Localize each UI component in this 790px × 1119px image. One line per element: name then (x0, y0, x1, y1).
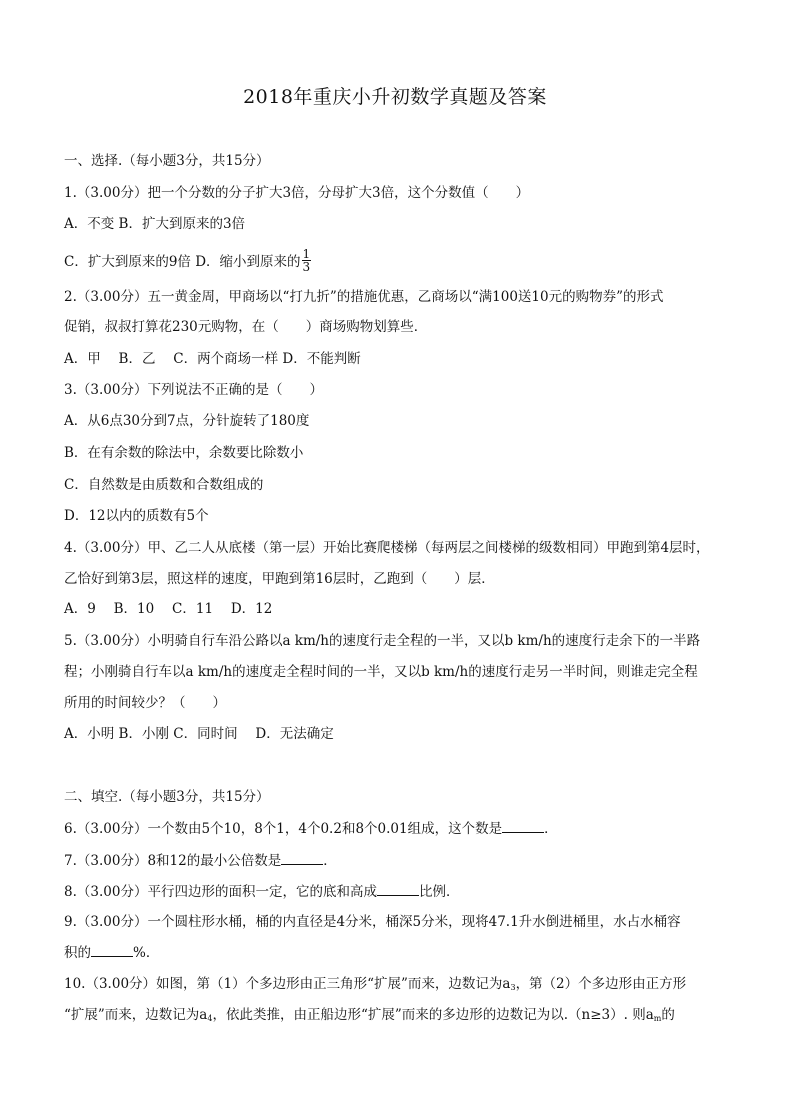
question-1-options-ab: A．不变 B．扩大到原来的3倍 (64, 216, 246, 232)
subscript: 4 (207, 1014, 213, 1023)
question-7 (64, 851, 337, 870)
question-3-option-a: A．从6点30分到7点，分针旋转了180度 (64, 413, 310, 429)
fraction-denominator: 3 (302, 260, 311, 274)
question-10-line2 (64, 1006, 675, 1028)
question-4-options: A．9 B．10 C．11 D．12 (64, 601, 273, 617)
question-6 (64, 819, 558, 838)
question-9-text: 积的 (64, 945, 91, 961)
question-10-text-b: ，第（2）个多边形由正方形 (515, 976, 687, 992)
question-6-tail: ． (544, 821, 558, 837)
question-5-stem-line2: 程；小刚骑自行车以a km/h的速度走全程时间的一半，又以b km/h的速度行走另一半时间，则谁走完全程 (64, 664, 698, 680)
question-7-tail: ． (323, 853, 337, 869)
answer-blank (91, 943, 133, 957)
question-4-stem-line2: 乙恰好到第3层，照这样的速度，甲跑到第16层时，乙跑到（ ）层． (64, 571, 495, 587)
question-8-text: 8.（3.00分）平行四边形的面积一定，它的底和高成 (64, 884, 377, 900)
question-10-text-d: ，依此类推，由正船边形“扩展”而来的多边形的边数记为以.（n≥3）. 则a (212, 1007, 654, 1023)
question-1-options-cd-text: C．扩大到原来的9倍 D．缩小到原来的 (64, 254, 301, 270)
question-3-option-c: C．自然数是由质数和合数组成的 (64, 477, 264, 493)
question-10-text-e: 的 (661, 1007, 675, 1023)
question-2-stem-line2: 促销，叔叔打算花230元购物，在（ ）商场购物划算些． (64, 319, 428, 335)
question-7-text: 7.（3.00分）8和12的最小公倍数是 (64, 853, 282, 869)
question-2-stem-line1: 2.（3.00分）五一黄金周，甲商场以“打九折”的措施优惠，乙商场以“满100送10元的购物券”的形式 (64, 289, 664, 305)
section-heading-fill: 二、填空.（每小题3分，共15分） (64, 789, 270, 805)
question-10-text-c: “扩展”而来，边数记为a (64, 1007, 208, 1023)
question-3-option-d: D．12以内的质数有5个 (64, 508, 209, 524)
answer-blank (502, 819, 544, 833)
question-1-options-cd (64, 247, 311, 275)
question-4-stem-line1: 4.（3.00分）甲、乙二人从底楼（第一层）开始比赛爬楼梯（每两层之间楼梯的级数相同）甲跑到第4层时， (64, 540, 710, 556)
question-5-stem-line3: 所用的时间较少？（ ） (64, 695, 226, 711)
fraction-numerator: 1 (302, 247, 311, 261)
question-10-text-a: 10.（3.00分）如图，第（1）个多边形由正三角形“扩展”而来，边数记为a (64, 976, 511, 992)
subscript: m (653, 1014, 662, 1023)
question-5-stem-line1: 5.（3.00分）小明骑自行车沿公路以a km/h的速度行走全程的一半，又以b km/h的速度行走余下的一半路 (64, 633, 701, 649)
question-10-line1 (64, 975, 686, 997)
question-9-stem-line1: 9.（3.00分）一个圆柱形水桶，桶的内直径是4分米，桶深5分米，现将47.1升水倒进桶里，水占水桶容 (64, 914, 681, 930)
question-8-tail: 比例． (418, 884, 460, 900)
question-3-option-b: B．在有余数的除法中，余数要比除数小 (64, 445, 304, 461)
answer-blank (281, 851, 323, 865)
question-3-stem: 3.（3.00分）下列说法不正确的是（ ） (64, 382, 323, 398)
answer-blank (377, 882, 419, 896)
question-2-options: A．甲 B．乙 C．两个商场一样 D．不能判断 (64, 351, 361, 367)
page-title: 2018年重庆小升初数学真题及答案 (243, 86, 547, 108)
fraction-one-third (302, 248, 312, 273)
section-heading-choice: 一、选择.（每小题3分，共15分） (64, 153, 270, 169)
question-8 (64, 882, 459, 901)
question-6-text: 6.（3.00分）一个数由5个10，8个1，4个0.2和8个0.01组成，这个数是 (64, 821, 503, 837)
question-9-tail: %． (133, 945, 160, 961)
question-9-line2 (64, 943, 159, 962)
subscript: 3 (510, 983, 516, 992)
question-5-options: A．小明 B．小刚 C．同时间 D．无法确定 (64, 726, 334, 742)
question-1-stem: 1.（3.00分）把一个分数的分子扩大3倍，分母扩大3倍，这个分数值（ ） (64, 185, 530, 201)
